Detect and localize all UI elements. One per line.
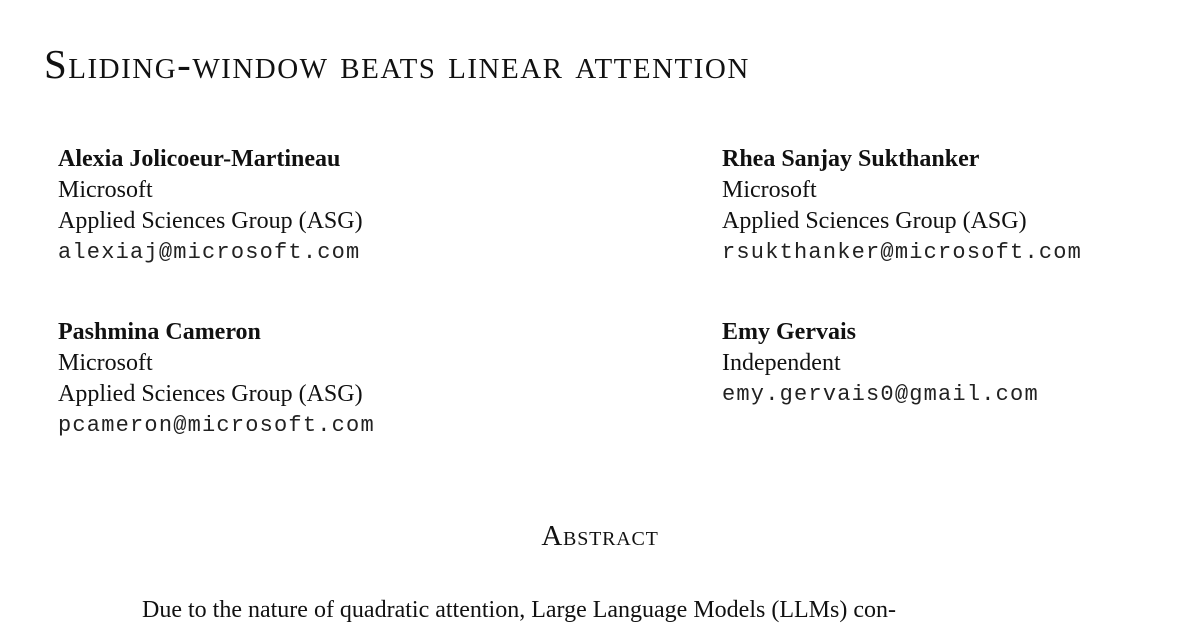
author-affiliation: Applied Sciences Group (ASG)	[58, 208, 363, 234]
author-affiliation: Microsoft	[58, 177, 153, 203]
author-email: pcameron@microsoft.com	[58, 413, 375, 438]
author-block-rhea	[722, 144, 1082, 268]
author-email: alexiaj@microsoft.com	[58, 240, 361, 265]
author-name: Pashmina Cameron	[58, 319, 261, 345]
abstract-heading: Abstract	[541, 520, 659, 552]
author-affiliation: Applied Sciences Group (ASG)	[58, 381, 363, 407]
author-affiliation: Microsoft	[722, 177, 817, 203]
author-email: emy.gervais0@gmail.com	[722, 382, 1039, 407]
author-affiliation: Independent	[722, 350, 841, 376]
author-block-pashmina	[58, 317, 375, 441]
author-affiliation: Microsoft	[58, 350, 153, 376]
author-block-alexia	[58, 144, 363, 268]
author-name: Alexia Jolicoeur-Martineau	[58, 146, 341, 172]
author-affiliation: Applied Sciences Group (ASG)	[722, 208, 1027, 234]
paper-title: Sliding-window beats linear attention	[44, 41, 750, 87]
author-name: Rhea Sanjay Sukthanker	[722, 146, 980, 172]
author-block-emy	[722, 317, 1039, 410]
author-name: Emy Gervais	[722, 319, 856, 345]
author-email: rsukthanker@microsoft.com	[722, 240, 1083, 265]
abstract-text: Due to the nature of quadratic attention, Large Language Models (LLMs) con-	[142, 597, 896, 623]
